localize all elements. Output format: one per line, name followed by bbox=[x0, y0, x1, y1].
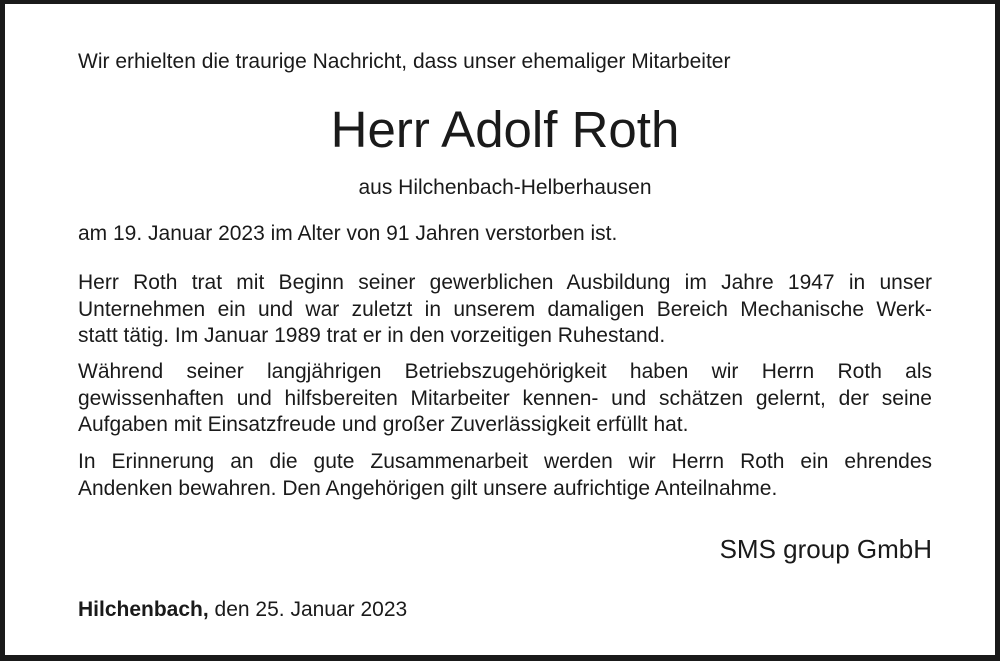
date-text: den 25. Januar 2023 bbox=[214, 598, 408, 621]
paragraph-line: Aufgaben mit Einsatzfreude und großer Zuverlässigkeit erfüllt hat. bbox=[78, 413, 689, 436]
origin-text: aus Hilchenbach-Helberhausen bbox=[358, 176, 652, 199]
paragraph-remembrance bbox=[78, 449, 932, 502]
paragraph-line: Während seiner langjährigen Betriebszugehörigkeit haben wir Herrn Roth als bbox=[78, 360, 932, 383]
paragraph-career bbox=[78, 270, 932, 350]
paragraph-line: Unternehmen ein und war zuletzt in unserem damaligen Bereich Mechanische Werk- bbox=[78, 297, 932, 321]
paragraph-line: Herr Roth trat mit Beginn seiner gewerblichen Ausbildung im Jahre 1947 in unser bbox=[78, 271, 932, 294]
death-text: am 19. Januar 2023 im Alter von 91 Jahren verstorben ist. bbox=[78, 222, 618, 245]
place-date bbox=[78, 596, 407, 624]
paragraph-line: statt tätig. Im Januar 1989 trat er in den vorzeitigen Ruhestand. bbox=[78, 324, 666, 347]
deceased-name: Herr Adolf Roth bbox=[330, 101, 680, 158]
paragraph-appreciation bbox=[78, 359, 932, 439]
company-signature: SMS group GmbH bbox=[719, 534, 932, 564]
place-text: Hilchenbach, bbox=[78, 598, 209, 621]
paragraph-line: In Erinnerung an die gute Zusammenarbeit werden wir Herrn Roth ein ehrendes bbox=[78, 450, 932, 473]
paragraph-line: gewissenhaften und hilfsbereiten Mitarbeiter kennen- und schätzen gelernt, der seine bbox=[78, 386, 932, 410]
intro-text: Wir erhielten die traurige Nachricht, dass unser ehemaliger Mitarbeiter bbox=[78, 50, 731, 73]
paragraph-line: Andenken bewahren. Den Angehörigen gilt unsere aufrichtige Anteilnahme. bbox=[78, 476, 778, 500]
